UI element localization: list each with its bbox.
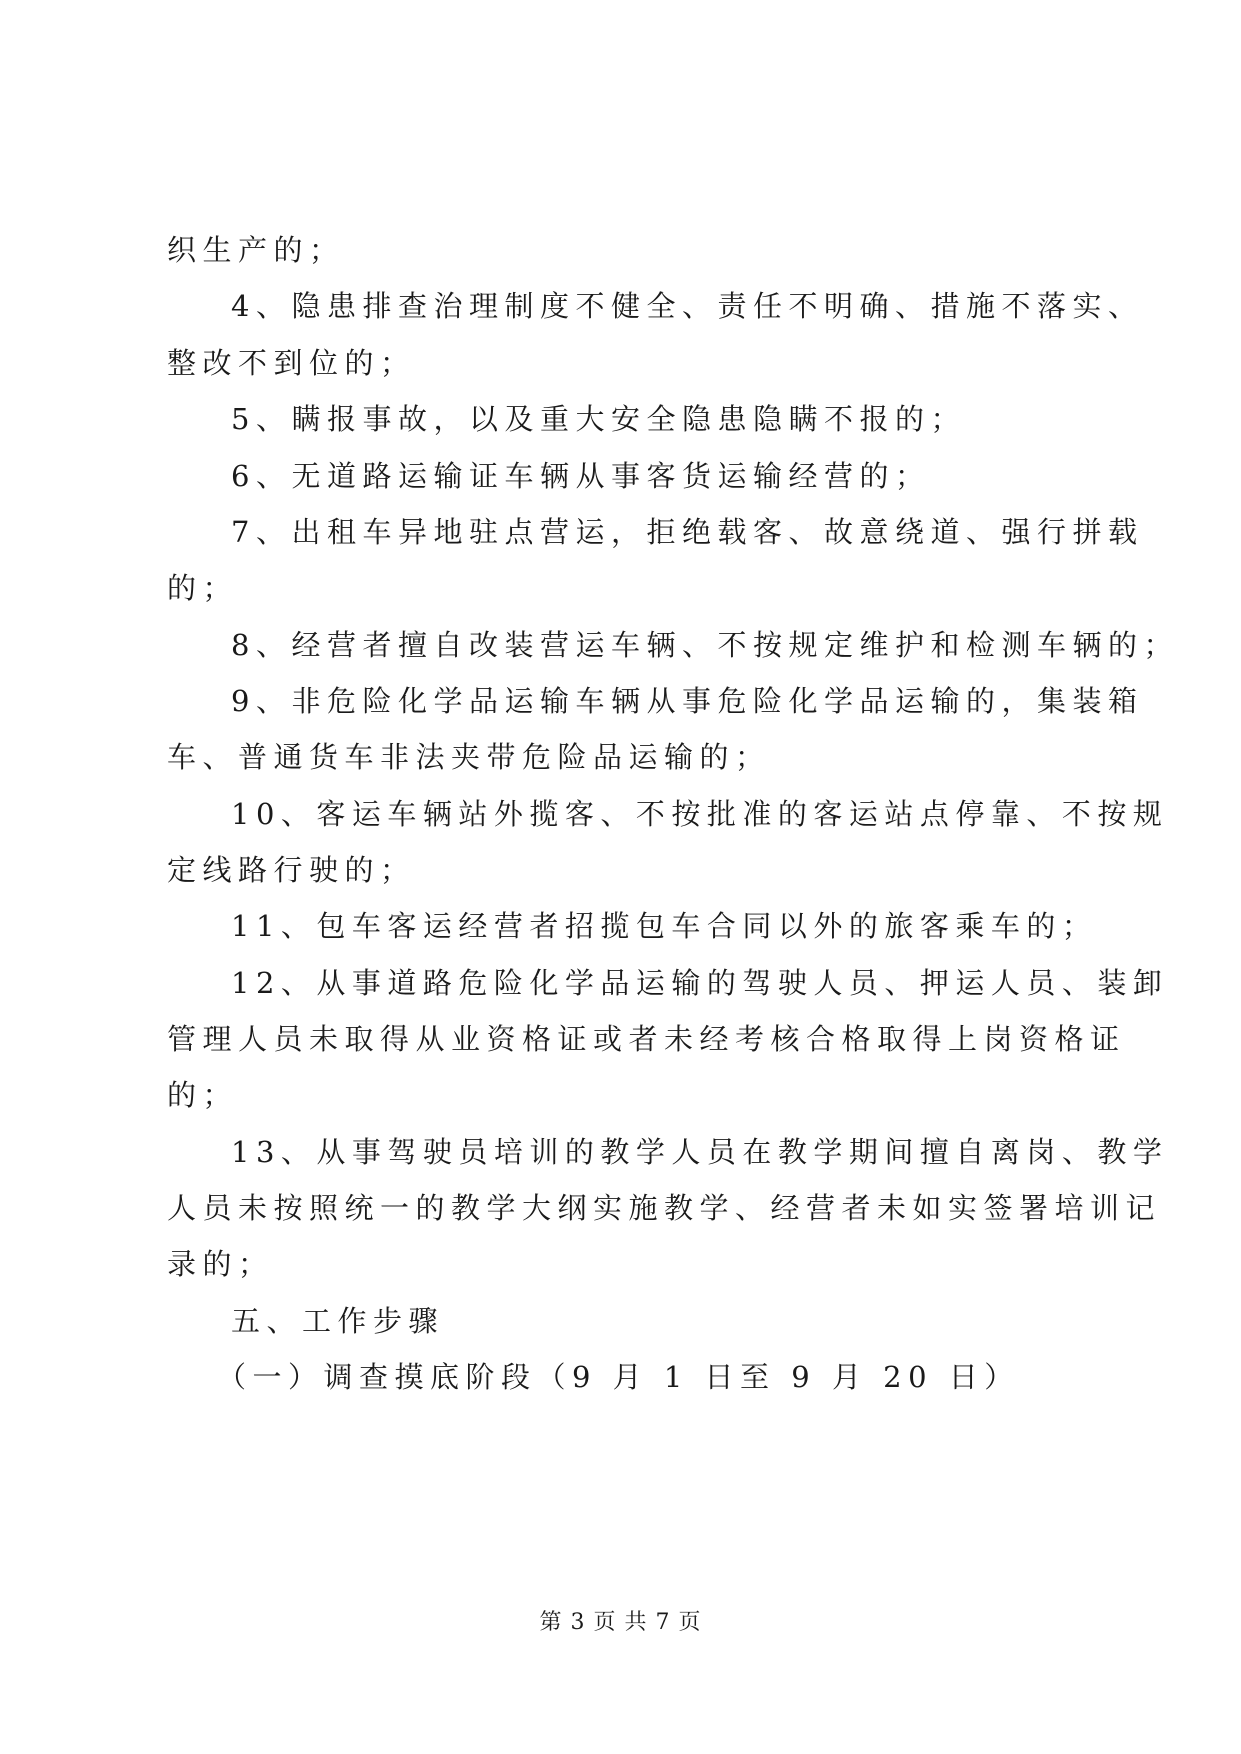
list-item-10: 10、客运车辆站外揽客、不按批准的客运站点停靠、不按规 xyxy=(231,797,1169,831)
text-line: 人员未按照统一的教学大纲实施教学、经营者未如实签署培训记 xyxy=(167,1191,1162,1225)
text-line: 录的； xyxy=(167,1247,274,1281)
text-line: 的； xyxy=(167,571,239,605)
text-line: 定线路行驶的； xyxy=(167,853,416,887)
list-item-4: 4、隐患排查治理制度不健全、责任不明确、措施不落实、 xyxy=(231,289,1144,323)
text-line: 车、普通货车非法夹带危险品运输的； xyxy=(167,740,771,774)
list-item-7: 7、出租车异地驻点营运，拒绝载客、故意绕道、强行拼载 xyxy=(231,515,1144,549)
list-item-13: 13、从事驾驶员培训的教学人员在教学期间擅自离岗、教学 xyxy=(231,1135,1169,1169)
text-line: 织生产的； xyxy=(167,233,345,267)
page-footer: 第 3 页 共 7 页 xyxy=(539,1610,702,1635)
list-item-6: 6、无道路运输证车辆从事客货运输经营的； xyxy=(231,459,931,493)
text-line: 整改不到位的； xyxy=(167,346,416,380)
section-heading: 五、工作步骤 xyxy=(231,1304,445,1338)
list-item-8: 8、经营者擅自改装营运车辆、不按规定维护和检测车辆的； xyxy=(231,628,1179,662)
list-item-11: 11、包车客运经营者招揽包车合同以外的旅客乘车的； xyxy=(231,909,1098,943)
subsection-heading: （一）调查摸底阶段（9 月 1 日至 9 月 20 日） xyxy=(217,1360,1020,1394)
text-line: 管理人员未取得从业资格证或者未经考核合格取得上岗资格证 xyxy=(167,1022,1126,1056)
text-line: 的； xyxy=(167,1078,239,1112)
list-item-5: 5、瞒报事故，以及重大安全隐患隐瞒不报的； xyxy=(231,402,966,436)
list-item-12: 12、从事道路危险化学品运输的驾驶人员、押运人员、装卸 xyxy=(231,966,1169,1000)
list-item-9: 9、非危险化学品运输车辆从事危险化学品运输的，集装箱 xyxy=(231,684,1144,718)
